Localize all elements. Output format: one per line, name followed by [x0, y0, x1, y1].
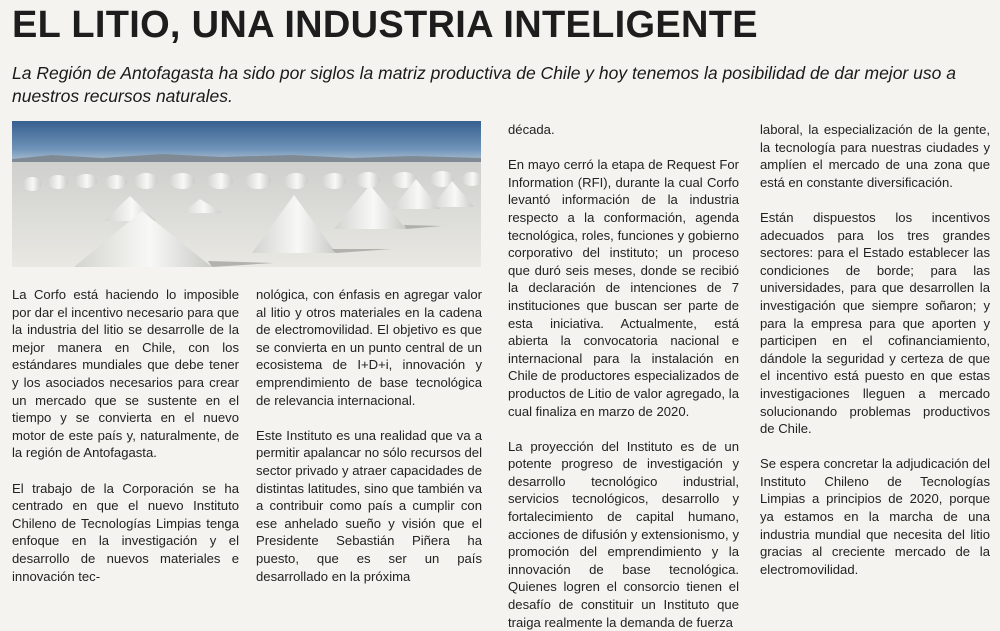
paragraph: En mayo cerró la etapa de Request For Information (RFI), durante la cual Corfo levantó información de la industria respecto a la conformación, agenda tecnológica, roles, funciones y gobierno corporativo del instituto; un proceso que duró seis meses, donde se recibió la declaración de intenciones de 7 instituciones que buscan ser parte de esta iniciativa. Actualmente, está abierta la convocatoria nacional e internacional para la instalación en Chile de productores especializados de productos de Litio de valor agregado, la cual finaliza en marzo de 2020. — [508, 157, 739, 419]
paragraph: Este Instituto es una realidad que va a permitir apalancar no sólo recursos del sector privado y atraer capacidades de distintas latitudes, sino que también va a contribuir como país a cumplir con ese anhelado sueño y visión que el Presidente Sebastián Piñera ha puesto, que es ser un país desarrollado en la próxima — [256, 427, 482, 584]
text-column-1 — [12, 286, 239, 585]
article-headline: EL LITIO, UNA INDUSTRIA INTELIGENTE — [12, 4, 758, 46]
paragraph: Están dispuestos los incentivos adecuados para los tres grandes sectores: para el Estado establecer las condiciones de borde; para las universidades, para que desarrollen la investigación que siempre soñaron; y para la empresa para que aporten y participen en el cofinanciamiento, dándole la seguridad y certeza de que el incentivo está puesto en que estas investigaciones lleguen a mercado solucionando problemas productivos de Chile. — [760, 209, 990, 437]
article-subtitle: La Región de Antofagasta ha sido por siglos la matriz productiva de Chile y hoy tenemos la posibilidad de dar mejor uso a nuestros recursos naturales. — [12, 63, 956, 106]
text-column-4 — [760, 121, 990, 578]
salt-flat-photo — [12, 121, 481, 267]
paragraph: La Corfo está haciendo lo imposible por dar el incentivo necesario para que la industria del litio se desarrolle de la mejor manera en Chile, con los estándares mundiales que debe tener y los asociados necesarios para crear un mercado que se sustente en el tiempo y se convierta en el nuevo motor de este país y, naturalmente, de la región de Antofagasta. — [12, 287, 239, 461]
paragraph: La proyección del Instituto es de un potente progreso de investigación y desarrollo tecnológico industrial, servicios tecnológicos, desarrollo y fortalecimiento de capital humano, acciones de difusión y extensionismo, y promoción del emprendimiento y la innovación de base tecnológica. Quienes logren el consorcio tienen el desafío de constituir un Instituto que traiga realmente la demanda de fuerza — [508, 438, 739, 630]
paragraph: década. — [508, 122, 555, 137]
paragraph: laboral, la especialización de la gente, la tecnología para nuestras ciudades y amplíen el mercado de una zona que está en constante diversificación. — [760, 122, 990, 190]
text-column-2 — [256, 286, 482, 585]
paragraph: El trabajo de la Corporación se ha centrado en que el nuevo Instituto Chileno de Tecnologías Limpias tenga enfoque en la investigación y el desarrollo de nuevos materiales e innovación tec- — [12, 480, 239, 584]
text-column-3 — [508, 121, 739, 631]
paragraph: Se espera concretar la adjudicación del Instituto Chileno de Tecnologías Limpias a principios de 2020, porque ya estamos en la marcha de una industria mundial que necesita del litio gracias al creciente mercado de la electromovilidad. — [760, 456, 990, 577]
paragraph: nológica, con énfasis en agregar valor al litio y otros materiales en la cadena de electromovilidad. El objetivo es que se convierta en un punto central de un ecosistema de I+D+i, innovación y emprendimiento de base tecnológica de relevancia internacional. — [256, 287, 482, 408]
